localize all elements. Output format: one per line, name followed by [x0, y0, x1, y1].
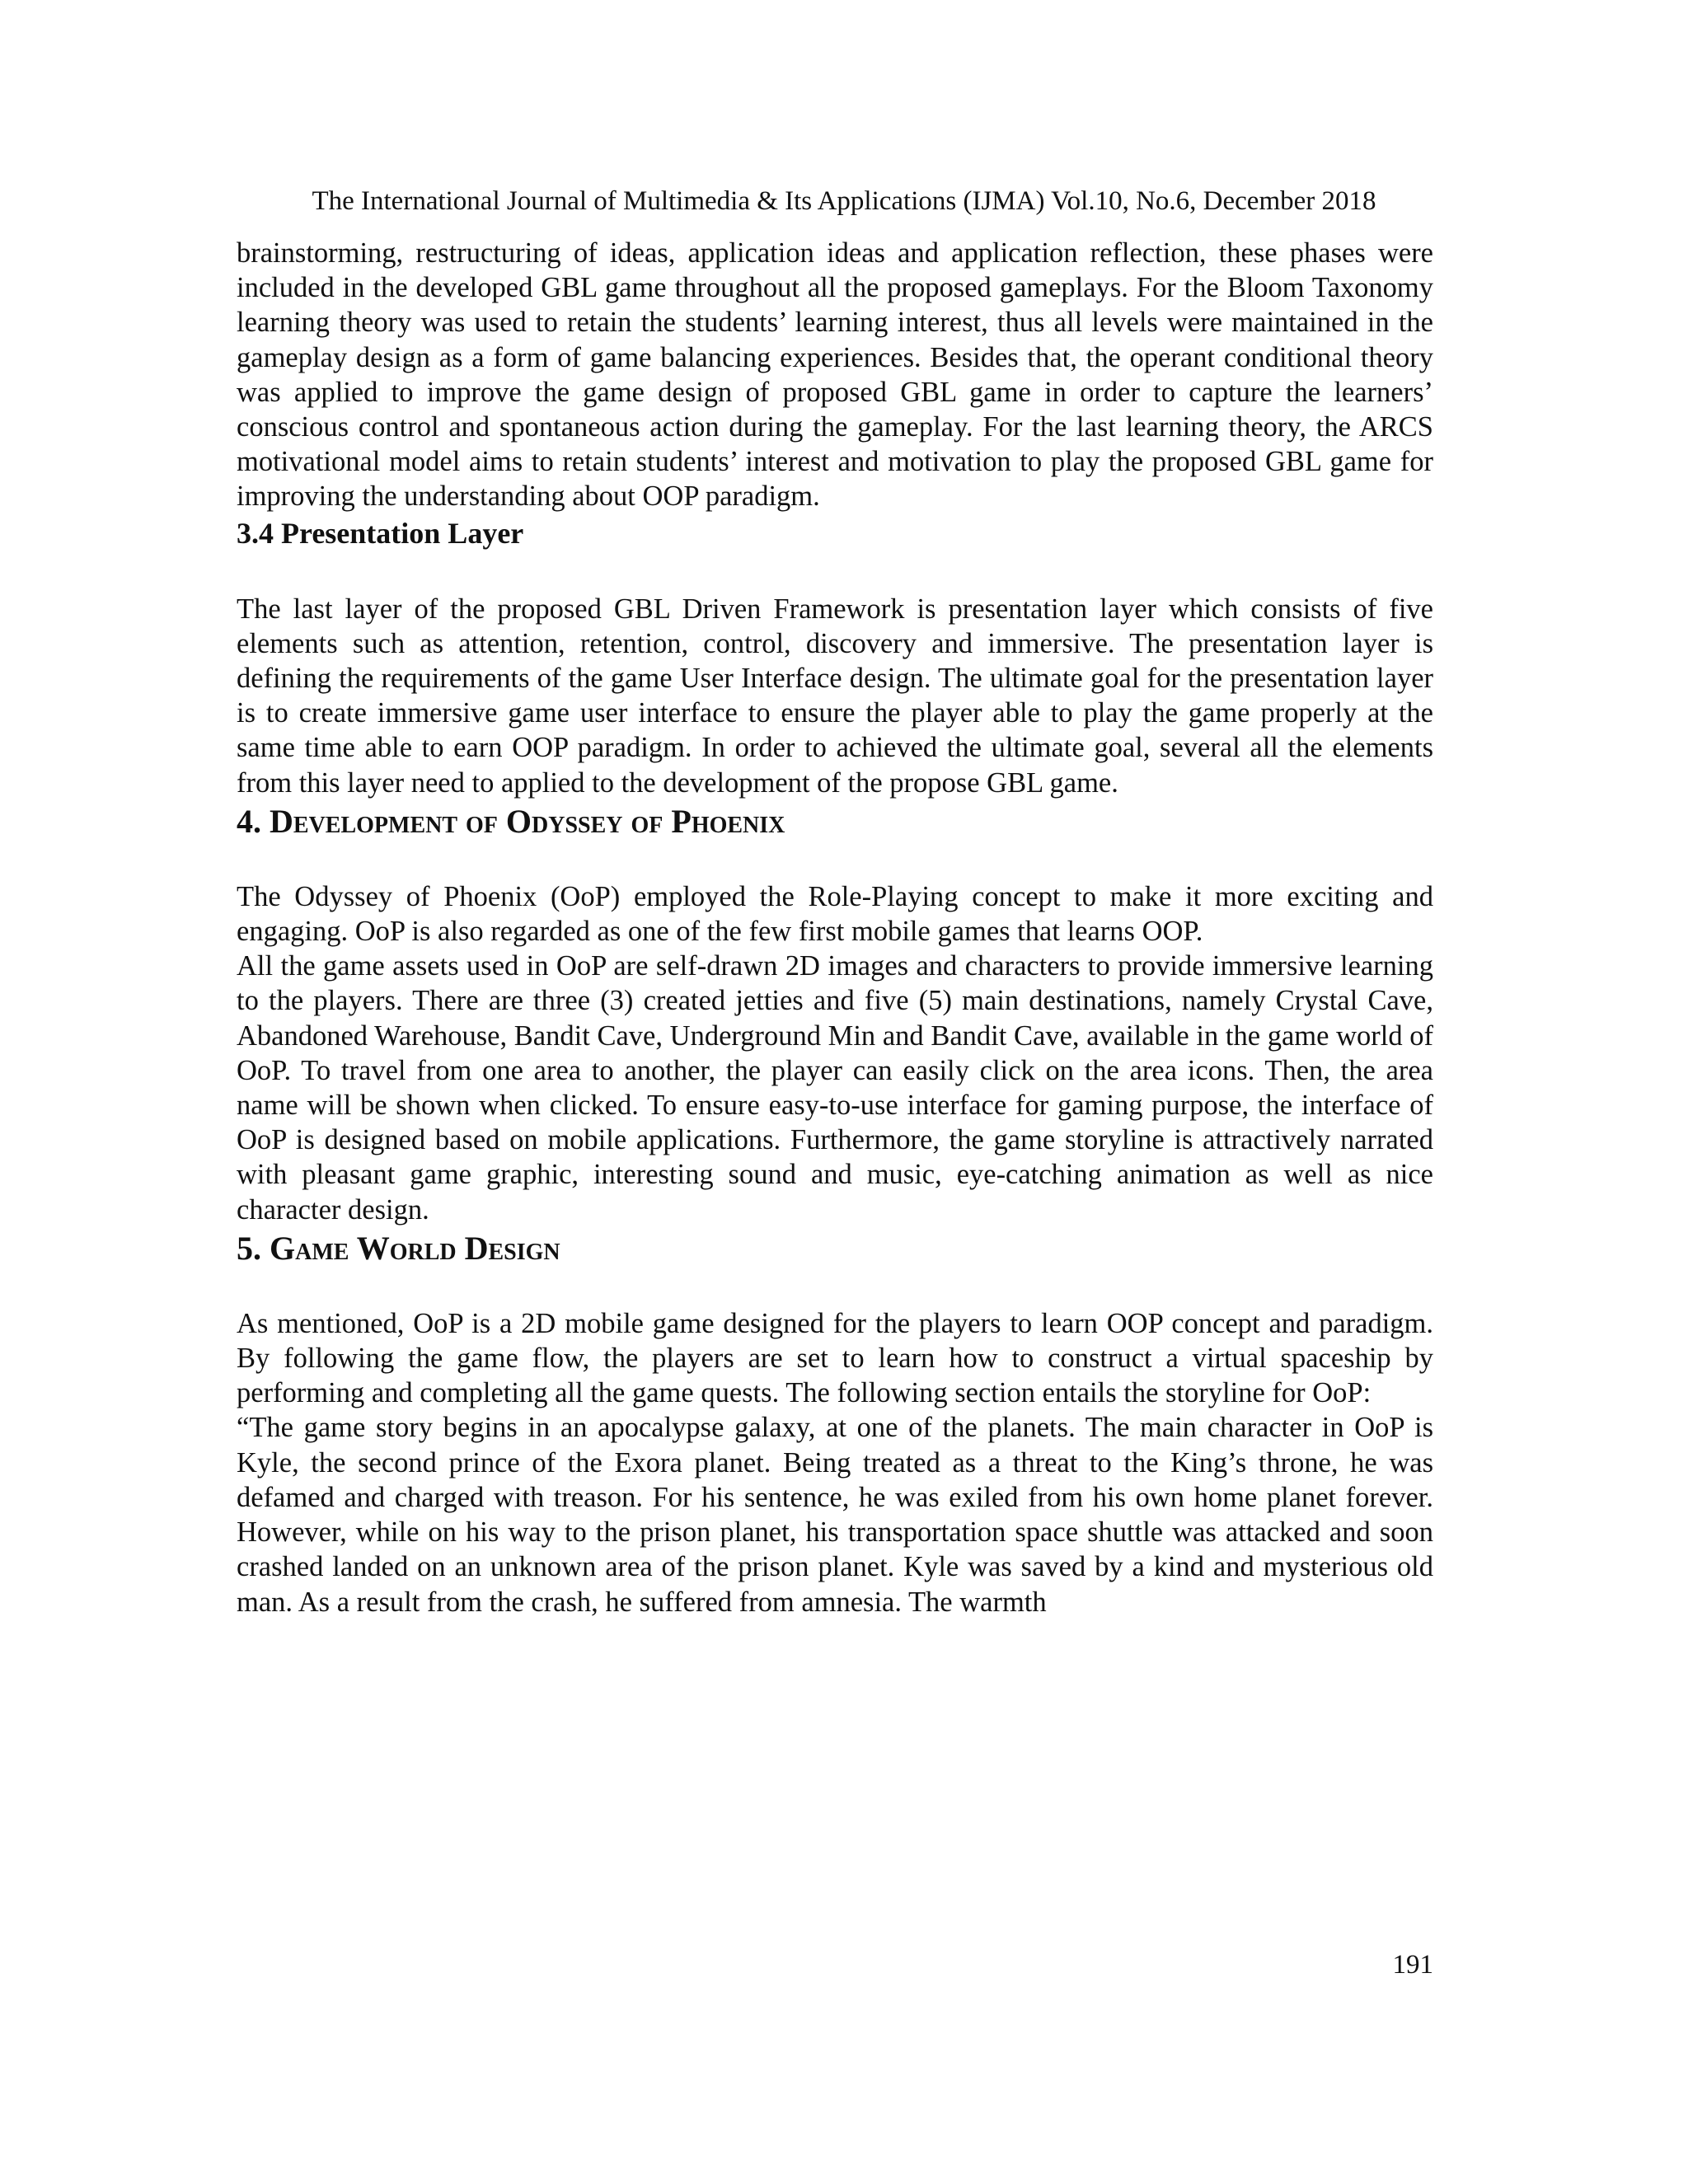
- section-title: Development of Odyssey of Phoenix: [270, 802, 785, 840]
- paragraph-oop-intro: The Odyssey of Phoenix (OoP) employed the Role-Playing concept to make it more exciting and engaging. OoP is also regarded as one of the few first mobile games that learns OOP.: [237, 880, 1433, 948]
- subsection-heading-presentation-layer: 3.4 Presentation Layer: [237, 516, 524, 550]
- paragraph-game-assets: All the game assets used in OoP are self-drawn 2D images and characters to provide immersive learning to the players. There are three (3) created jetties and five (5) main destinations, namely Crystal Cave, Abandoned Warehouse, Bandit Cave, Underground Min and Bandit Cave, available in the game world of OoP. To travel from one area to another, the player can easily click on the area icons. Then, the area name will be shown when clicked. To ensure easy-to-use interface for gaming purpose, the interface of OoP is designed based on mobile applications. Furthermore, the game storyline is attractively narrated with pleasant game graphic, interesting sound and music, eye-catching animation as well as nice character design.: [237, 950, 1433, 1226]
- running-header: The International Journal of Multimedia & Its Applications (IJMA) Vol.10, No.6, December 2018: [312, 186, 1376, 216]
- paragraph-storyline: “The game story begins in an apocalypse galaxy, at one of the planets. The main character in OoP is Kyle, the second prince of the Exora planet. Being treated as a threat to the King’s throne, he was defamed and charged with treason. For his sentence, he was exiled from his own home planet forever. However, while on his way to the prison planet, his transportation space shuttle was attacked and soon crashed landed on an unknown area of the prison planet. Kyle was saved by a kind and mysterious old man. As a result from the crash, he suffered from amnesia. The warmth: [237, 1412, 1433, 1618]
- section-title: Game World Design: [270, 1229, 560, 1267]
- paragraph-learning-theories: brainstorming, restructuring of ideas, application ideas and application reflection, these phases were included in the developed GBL game throughout all the proposed gameplays. For the Bloom Taxonomy learning theory was used to retain the students’ learning interest, thus all levels were maintained in the gameplay design as a form of game balancing experiences. Besides that, the operant conditional theory was applied to improve the game design of proposed GBL game in order to capture the learners’ conscious control and spontaneous action during the gameplay. For the last learning theory, the ARCS motivational model aims to retain students’ interest and motivation to play the proposed GBL game for improving the understanding about OOP paradigm.: [237, 237, 1433, 513]
- paragraph-presentation-layer: The last layer of the proposed GBL Driven Framework is presentation layer which consists of five elements such as attention, retention, control, discovery and immersive. The presentation layer is defining the requirements of the game User Interface design. The ultimate goal for the presentation layer is to create immersive game user interface to ensure the player able to play the game properly at the same time able to earn OOP paradigm. In order to achieved the ultimate goal, several all the elements from this layer need to applied to the development of the propose GBL game.: [237, 593, 1433, 799]
- page-number: 191: [1392, 1950, 1433, 1980]
- page-body: [237, 236, 1433, 1619]
- paragraph-game-flow: As mentioned, OoP is a 2D mobile game designed for the players to learn OOP concept and paradigm. By following the game flow, the players are set to learn how to construct a virtual spaceship by performing and completing all the game quests. The following section entails the storyline for OoP:: [237, 1307, 1433, 1409]
- section-number: 5.: [237, 1229, 270, 1267]
- section-number: 4.: [237, 802, 270, 840]
- section-heading-game-world: [237, 1227, 1433, 1270]
- section-heading-development: [237, 800, 1433, 843]
